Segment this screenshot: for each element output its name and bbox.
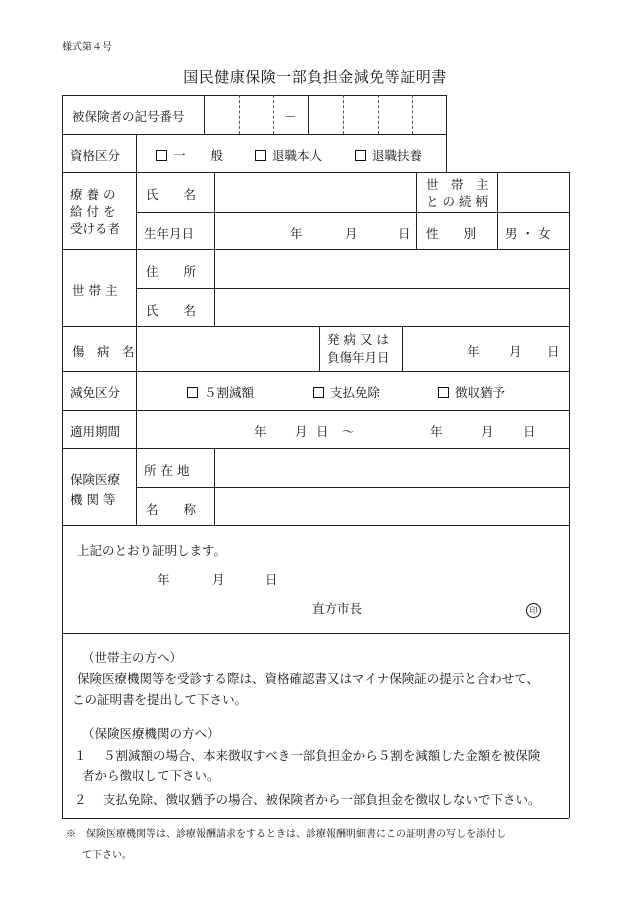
form-number: 様式第４号 [62,42,112,53]
insured-number-label: 被保険者の記号番号 [72,109,185,124]
note-item-1-line-2: 者から徴収して下さい。 [82,768,220,783]
checkbox-icon [156,150,167,161]
recipient-name-label: 氏 名 [146,187,197,202]
onset-year-unit: 年 [467,344,480,359]
qualification-label: 資格区分 [70,148,121,163]
period-start-month-unit: 月 [295,424,308,439]
onset-day-unit: 日 [547,344,560,359]
reduction-label: 減免区分 [70,385,121,400]
institution-location-label: 所 在 地 [144,463,190,478]
cert-year-unit: 年 [157,572,170,587]
note-institution-heading: （保険医療機関の方へ） [82,726,220,741]
illness-label: 傷 病 名 [72,344,135,359]
institution-name-label: 名 称 [146,502,197,517]
reduction-option-half[interactable]: ５割減額 [187,383,254,401]
relation-label: 世 帯 主 と の 続 柄 [426,177,489,209]
mayor-name: 直方市長 [312,601,363,616]
institution-location-field[interactable] [215,449,568,486]
page-title: 国民健康保険一部負担金減免等証明書 [183,68,447,86]
period-end-day-unit: 日 [523,424,536,439]
note-item-1-line-1: １ ５割減額の場合、本来徴収すべき一部負担金から５割を減額した金額を被保険 [74,748,541,763]
checkbox-icon [255,150,266,161]
institution-label: 保険医療 機 関 等 [70,472,121,507]
sex-options[interactable]: 男 ・ 女 [505,226,551,241]
recipient-name-field[interactable] [215,173,415,211]
reduction-option-deferral[interactable]: 徴収猶予 [438,383,505,401]
institution-name-field[interactable] [215,488,568,524]
certification-statement: 上記のとおり証明します。 [77,543,227,558]
period-end-year-unit: 年 [430,424,443,439]
period-start-day-unit: 日 [316,424,329,439]
period-start-year-unit: 年 [254,424,267,439]
qualification-option-retired-dependent[interactable]: 退職扶養 [355,146,422,164]
birth-month-unit: 月 [345,226,358,241]
checkbox-icon [313,387,324,398]
recipient-label: 療 養 の 給 付 を 受ける者 [70,187,121,236]
note-household-heading: （世帯主の方へ） [82,650,183,665]
qualification-option-retired-self[interactable]: 退職本人 [255,146,322,164]
note-household-line-1: 保険医療機関等を受診する際は、資格確認書又はマイナ保険証の提示と合わせて、 [77,671,540,686]
checkbox-icon [187,387,198,398]
birth-date-label: 生年月日 [144,226,195,241]
householder-name-field[interactable] [215,289,568,325]
reduction-option-exempt[interactable]: 支払免除 [313,383,380,401]
sex-label: 性 別 [426,226,477,241]
onset-month-unit: 月 [509,344,522,359]
period-end-month-unit: 月 [481,424,494,439]
checkbox-icon [355,150,366,161]
seal-mark: 印 [526,598,541,618]
householder-label: 世 帯 主 [72,283,118,298]
birth-year-unit: 年 [290,226,303,241]
checkbox-icon [438,387,449,398]
period-tilde: ～ [342,424,355,439]
householder-address-field[interactable] [215,250,568,287]
onset-date-label: 発 病 又 は 負傷年月日 [327,332,390,365]
householder-address-label: 住 所 [146,264,197,279]
footnote-line-2: て下さい。 [82,850,132,861]
footnote-line-1: ※ 保険医療機関等は、診療報酬請求をするときは、診療報酬明細書にこの証明書の写しを添付し [66,829,506,840]
relation-field[interactable] [498,173,568,211]
insured-number-dash: － [284,109,297,124]
householder-name-label: 氏 名 [146,303,197,318]
birth-day-unit: 日 [398,226,411,241]
cert-month-unit: 月 [212,572,225,587]
note-household-line-2: この証明書を提出して下さい。 [72,692,248,707]
qualification-option-general[interactable]: 一 般 [156,146,223,164]
note-item-2: ２ 支払免除、徴収猶予の場合、被保険者から一部負担金を徴収しないで下さい。 [74,792,541,807]
cert-day-unit: 日 [265,572,278,587]
insured-number-field[interactable] [205,96,445,133]
period-label: 適用期間 [70,424,121,439]
illness-name-field[interactable] [137,327,318,370]
